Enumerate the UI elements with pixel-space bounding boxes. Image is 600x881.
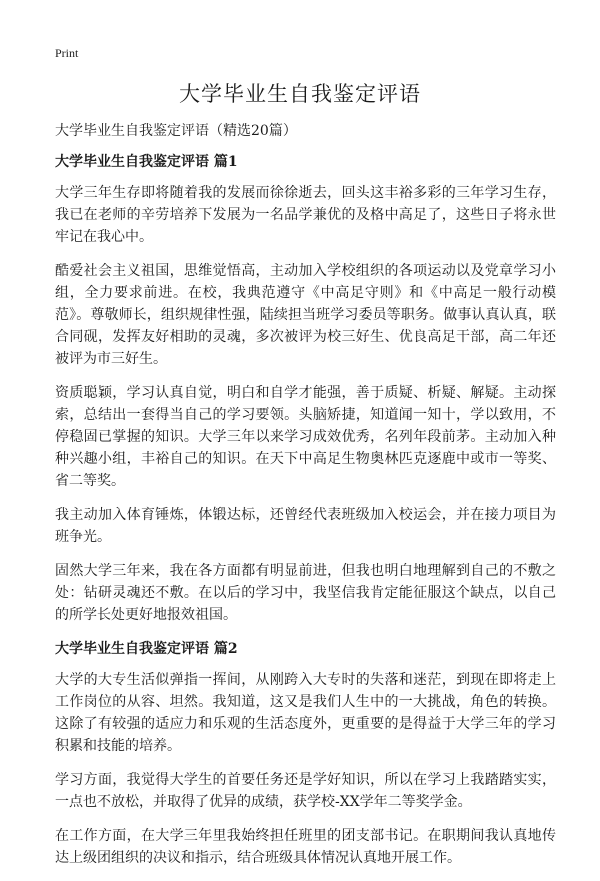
paragraph: 学习方面，我觉得大学生的首要任务还是学好知识，所以在学习上我踏踏实实，一点也不放松，并取得了优异的成绩，获学校-XX学年二等奖学金。 [55,772,556,810]
paragraph: 大学的大专生活似弹指一挥间，从刚跨入大专时的失落和迷茫，到现在即将走上工作岗位的从容、坦然。我知道，这又是我们人生中的一大挑战，角色的转换。这除了有较强的适应力和乐观的生活态度外，更重要的是得益于大学三年的学习积累和技能的培养。 [55,672,556,754]
paragraph: 在工作方面，在大学三年里我始终担任班里的团支部书记。在职期间我认真地传达上级团组织的决议和指示，结合班级具体情况认真地开展工作。 [55,828,556,866]
paragraph: 固然大学三年来，我在各方面都有明显前进，但我也明白地理解到自己的不敷之处：钻研灵魂还不敷。在以后的学习中，我坚信我肯定能征服这个缺点，以自己的所学长处更好地报效祖国。 [55,563,556,623]
section-1 [55,151,556,626]
document-body [55,120,556,881]
paragraph: 酷爱社会主义祖国，思维觉悟高，主动加入学校组织的各项运动以及党章学习小组，全力要求前进。在校，我典范遵守《中高足守则》和《中高足一般行动模范》。尊敬师长，组织规律性强，陆续担当班学习委员等职务。做事认真认真，联合同砚，发挥友好相助的灵魂，多次被评为校三好生、优良高足干部，高二年还被评为市三好生。 [55,263,556,367]
paragraph: 我主动加入体育锤炼，体锻达标，还曾经代表班级加入校运会，并在接力项目为班争光。 [55,507,556,545]
document-subtitle: 大学毕业生自我鉴定评语（精选20篇） [55,123,297,139]
page-title: 大学毕业生自我鉴定评语 [179,82,421,106]
section-heading: 大学毕业生自我鉴定评语 篇2 [55,641,238,657]
paragraph: 大学三年生存即将随着我的发展而徐徐逝去，回头这丰裕多彩的三年学习生存，我已在老师的辛劳培养下发展为一名品学兼优的及格中高足了，这些日子将永世牢记在我心中。 [55,185,556,245]
section-heading: 大学毕业生自我鉴定评语 篇1 [55,154,238,170]
print-label[interactable]: Print [55,46,79,60]
paragraph: 资质聪颖，学习认真自觉，明白和自学才能强，善于质疑、析疑、解疑。主动探索，总结出一套得当自己的学习要领。头脑矫捷，知道闻一知十，学以致用，不停稳固已掌握的知识。大学三年以来学习成效优秀，名列年段前茅。主动加入种种兴趣小组，丰裕自己的知识。在天下中高足生物奥林匹克逐鹿中或市一等奖、省二等奖。 [55,385,556,489]
section-2 [55,638,556,869]
